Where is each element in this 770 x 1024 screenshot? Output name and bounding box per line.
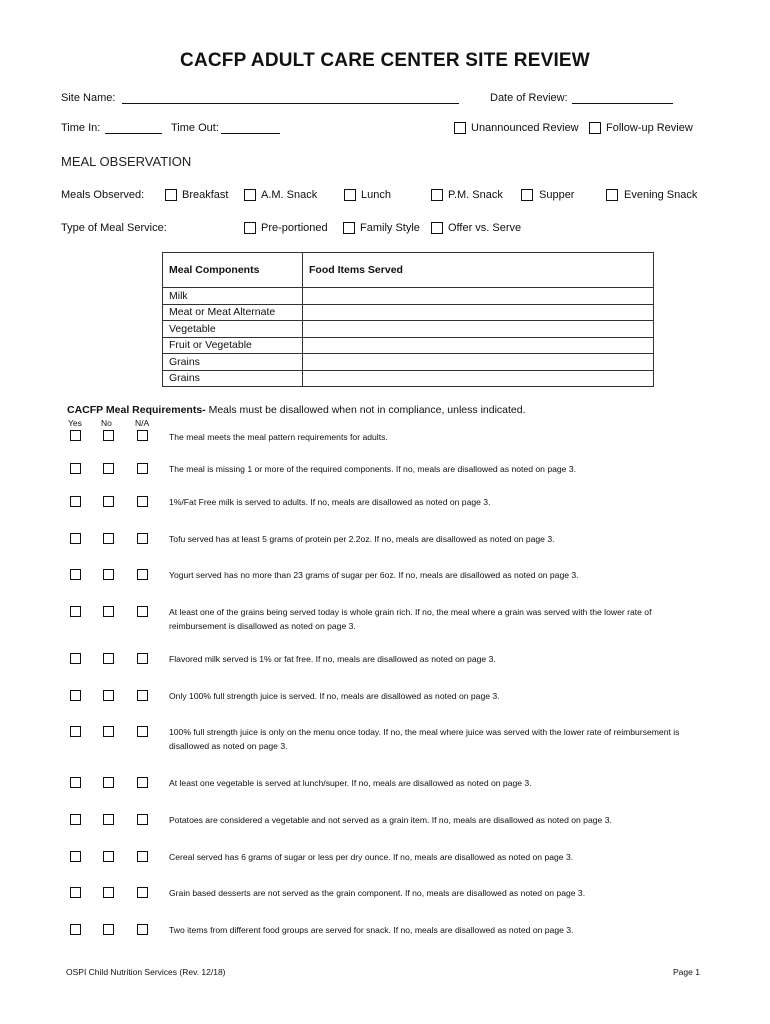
breakfast-checkbox[interactable] — [165, 189, 177, 201]
no-checkbox[interactable] — [103, 533, 114, 544]
pre-portioned-checkbox[interactable] — [244, 222, 256, 234]
requirements-heading — [67, 404, 526, 416]
na-checkbox[interactable] — [137, 690, 148, 701]
requirement-text: The meal is missing 1 or more of the required components. If no, meals are disallowed as noted on page 3. — [169, 464, 576, 474]
yes-checkbox[interactable] — [70, 569, 81, 580]
requirement-text: Only 100% full strength juice is served. If no, meals are disallowed as noted on page 3. — [169, 691, 500, 701]
table-row — [163, 288, 654, 305]
time-in-label: Time In: — [61, 122, 101, 134]
no-checkbox[interactable] — [103, 653, 114, 664]
requirement-text: Cereal served has 6 grams of sugar or less per dry ounce. If no, meals are disallowed as noted on page 3. — [169, 852, 574, 862]
yes-checkbox[interactable] — [70, 653, 81, 664]
no-checkbox[interactable] — [103, 887, 114, 898]
na-checkbox[interactable] — [137, 463, 148, 474]
na-checkbox[interactable] — [137, 851, 148, 862]
unannounced-checkbox[interactable] — [454, 122, 466, 134]
footer-revision: OSPI Child Nutrition Services (Rev. 12/18) — [66, 967, 226, 977]
pm-snack-label: P.M. Snack — [448, 189, 503, 201]
no-checkbox[interactable] — [103, 924, 114, 935]
table-row — [163, 304, 654, 321]
site-name-field[interactable] — [122, 103, 459, 104]
table-row — [163, 321, 654, 338]
requirement-text: At least one of the grains being served today is whole grain rich. If no, the meal where a grain was served with the lower rate of reimbursement is disallowed as noted on page 3. — [169, 607, 652, 631]
na-checkbox[interactable] — [137, 533, 148, 544]
yes-checkbox[interactable] — [70, 777, 81, 788]
requirements-heading-bold: CACFP Meal Requirements- — [67, 404, 206, 416]
offer-vs-serve-label: Offer vs. Serve — [448, 222, 522, 234]
na-checkbox[interactable] — [137, 496, 148, 507]
requirement-text: Grain based desserts are not served as the grain component. If no, meals are disallowed as noted on page 3. — [169, 888, 586, 898]
no-column-header: No — [101, 418, 112, 428]
na-checkbox[interactable] — [137, 653, 148, 664]
evening-snack-checkbox[interactable] — [606, 189, 618, 201]
na-checkbox[interactable] — [137, 569, 148, 580]
date-field[interactable] — [572, 103, 673, 104]
requirement-text: At least one vegetable is served at lunch/super. If no, meals are disallowed as noted on page 3. — [169, 778, 532, 788]
meals-observed-label: Meals Observed: — [61, 189, 145, 201]
supper-label: Supper — [539, 189, 575, 201]
site-name-label: Site Name: — [61, 92, 116, 104]
requirement-text: Potatoes are considered a vegetable and not served as a grain item. If no, meals are disallowed as noted on page 3. — [169, 815, 612, 825]
no-checkbox[interactable] — [103, 777, 114, 788]
component-cell: Grains — [163, 370, 303, 387]
time-out-field[interactable] — [221, 133, 280, 134]
no-checkbox[interactable] — [103, 814, 114, 825]
component-cell: Grains — [163, 354, 303, 371]
na-checkbox[interactable] — [137, 777, 148, 788]
supper-checkbox[interactable] — [521, 189, 533, 201]
pm-snack-checkbox[interactable] — [431, 189, 443, 201]
table-row — [163, 337, 654, 354]
no-checkbox[interactable] — [103, 726, 114, 737]
family-style-label: Family Style — [360, 222, 420, 234]
date-label: Date of Review: — [490, 92, 568, 104]
food-items-header: Food Items Served — [303, 253, 654, 288]
time-in-field[interactable] — [105, 133, 162, 134]
requirement-text: The meal meets the meal pattern requirements for adults. — [169, 432, 388, 442]
requirement-text: 100% full strength juice is only on the menu once today. If no, the meal where juice was served with the lower rate of reimbursement is disallowed as noted on page 3. — [169, 727, 680, 751]
na-checkbox[interactable] — [137, 606, 148, 617]
pre-portioned-label: Pre-portioned — [261, 222, 328, 234]
table-row — [163, 354, 654, 371]
yes-checkbox[interactable] — [70, 430, 81, 441]
yes-checkbox[interactable] — [70, 851, 81, 862]
na-checkbox[interactable] — [137, 814, 148, 825]
meal-components-header: Meal Components — [163, 253, 303, 288]
yes-checkbox[interactable] — [70, 814, 81, 825]
food-item-cell[interactable] — [303, 337, 654, 354]
na-column-header: N/A — [135, 418, 150, 428]
na-checkbox[interactable] — [137, 430, 148, 441]
unannounced-label: Unannounced Review — [471, 122, 579, 134]
am-snack-label: A.M. Snack — [261, 189, 318, 201]
section-heading: MEAL OBSERVATION — [61, 154, 192, 169]
component-cell: Milk — [163, 288, 303, 305]
yes-checkbox[interactable] — [70, 690, 81, 701]
food-item-cell[interactable] — [303, 288, 654, 305]
page-number: Page 1 — [673, 967, 700, 977]
time-out-label: Time Out: — [171, 122, 219, 134]
lunch-label: Lunch — [361, 189, 391, 201]
table-row — [163, 370, 654, 387]
family-style-checkbox[interactable] — [343, 222, 355, 234]
no-checkbox[interactable] — [103, 690, 114, 701]
requirement-text: Yogurt served has no more than 23 grams of sugar per 6oz. If no, meals are disallowed as noted on page 3. — [169, 570, 579, 580]
requirement-text: Flavored milk served is 1% or fat free. If no, meals are disallowed as noted on page 3. — [169, 654, 496, 664]
no-checkbox[interactable] — [103, 463, 114, 474]
food-item-cell[interactable] — [303, 321, 654, 338]
no-checkbox[interactable] — [103, 569, 114, 580]
requirements-heading-text: Meals must be disallowed when not in compliance, unless indicated. — [205, 404, 526, 416]
no-checkbox[interactable] — [103, 496, 114, 507]
followup-checkbox[interactable] — [589, 122, 601, 134]
yes-checkbox[interactable] — [70, 606, 81, 617]
na-checkbox[interactable] — [137, 924, 148, 935]
breakfast-label: Breakfast — [182, 189, 229, 201]
component-cell: Fruit or Vegetable — [163, 337, 303, 354]
yes-checkbox[interactable] — [70, 463, 81, 474]
na-checkbox[interactable] — [137, 887, 148, 898]
requirement-text: Tofu served has at least 5 grams of protein per 2.2oz. If no, meals are disallowed as noted on page 3. — [169, 534, 555, 544]
service-type-label: Type of Meal Service: — [61, 222, 167, 234]
no-checkbox[interactable] — [103, 606, 114, 617]
food-item-cell[interactable] — [303, 354, 654, 371]
yes-column-header: Yes — [68, 418, 82, 428]
food-item-cell[interactable] — [303, 370, 654, 387]
no-checkbox[interactable] — [103, 851, 114, 862]
yes-checkbox[interactable] — [70, 726, 81, 737]
requirement-text: Two items from different food groups are served for snack. If no, meals are disallowed as noted on page 3. — [169, 925, 574, 935]
component-cell: Meat or Meat Alternate — [163, 304, 303, 321]
am-snack-checkbox[interactable] — [244, 189, 256, 201]
lunch-checkbox[interactable] — [344, 189, 356, 201]
yes-checkbox[interactable] — [70, 924, 81, 935]
na-checkbox[interactable] — [137, 726, 148, 737]
offer-vs-serve-checkbox[interactable] — [431, 222, 443, 234]
yes-checkbox[interactable] — [70, 496, 81, 507]
yes-checkbox[interactable] — [70, 533, 81, 544]
requirement-text: 1%/Fat Free milk is served to adults. If no, meals are disallowed as noted on page 3. — [169, 497, 491, 507]
table-header-row — [163, 253, 654, 288]
component-cell: Vegetable — [163, 321, 303, 338]
food-item-cell[interactable] — [303, 304, 654, 321]
yes-checkbox[interactable] — [70, 887, 81, 898]
meal-components-table — [162, 252, 654, 387]
evening-snack-label: Evening Snack — [624, 189, 698, 201]
no-checkbox[interactable] — [103, 430, 114, 441]
page-title: CACFP ADULT CARE CENTER SITE REVIEW — [180, 50, 590, 71]
followup-label: Follow-up Review — [606, 122, 693, 134]
